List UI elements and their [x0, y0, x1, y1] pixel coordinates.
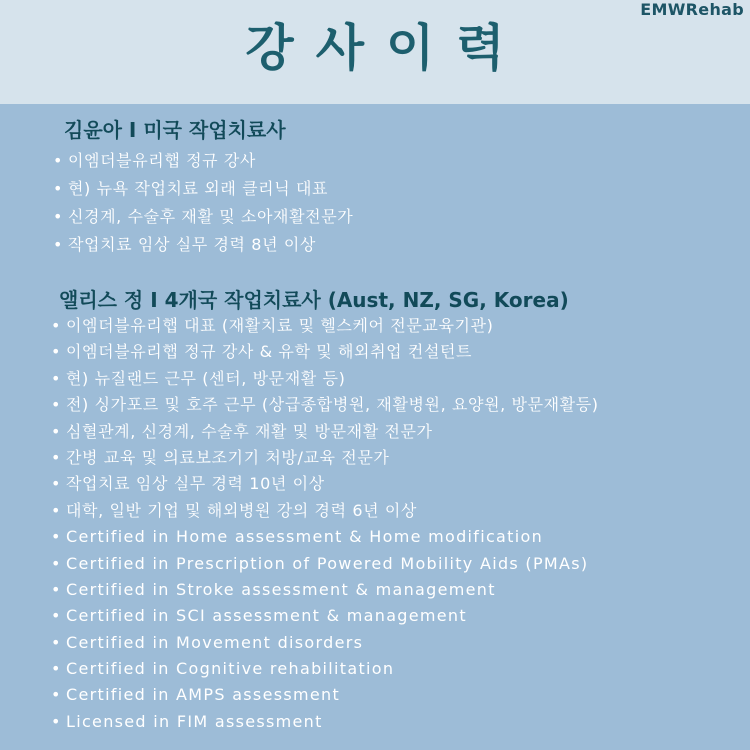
credential-text: Licensed in FIM assessment [66, 711, 323, 731]
credential-list [0, 313, 750, 735]
credential-text: 이엠더블유리햅 정규 강사 & 유학 및 해외취업 컨설턴트 [66, 342, 473, 362]
instructor-section-alice [0, 287, 750, 735]
credential-item [0, 366, 750, 392]
bullet-dot-icon: • [51, 316, 62, 335]
credential-text: Certified in Prescription of Powered Mobility Aids (PMAs) [66, 553, 589, 573]
credential-text: Certified in Home assessment & Home modification [66, 527, 544, 547]
bullet-dot-icon: • [51, 632, 62, 652]
credential-item [0, 709, 750, 735]
bullet-dot-icon: • [51, 395, 62, 415]
instructor-heading: 앨리스 정 I 4개국 작업치료사 (Aust, NZ, SG, Korea) [59, 288, 569, 312]
bullet-dot-icon: • [51, 527, 62, 547]
bullet-dot-icon: • [51, 606, 62, 626]
bullet-dot-icon: • [51, 685, 62, 705]
credential-text: 이엠더블유리햅 대표 (재활치료 및 헬스케어 전문교육기관) [66, 316, 494, 335]
credential-item [0, 339, 750, 365]
credential-item [0, 656, 750, 682]
credential-text: Certified in Stroke assessment & management [66, 579, 496, 599]
credential-item [0, 392, 750, 418]
bullet-dot-icon: • [51, 474, 62, 494]
bullet-dot-icon: • [53, 207, 64, 226]
credential-item [0, 498, 750, 524]
header-banner [0, 0, 750, 104]
bullet-dot-icon: • [51, 421, 62, 441]
bullet-dot-icon: • [51, 342, 62, 362]
credential-text: Certified in SCI assessment & management [66, 606, 467, 626]
credential-text: Certified in Cognitive rehabilitation [66, 659, 395, 679]
bullet-dot-icon: • [51, 579, 62, 599]
bullet-dot-icon: • [51, 659, 62, 679]
instructor-section-kim [0, 117, 750, 259]
bullet-dot-icon: • [51, 368, 62, 388]
credential-text: 신경계, 수술후 재활 및 소아재활전문가 [68, 207, 354, 226]
credential-text: 간병 교육 및 의료보조기기 처방/교육 전문가 [66, 447, 390, 467]
credential-text: 작업치료 임상 실무 경력 10년 이상 [66, 474, 325, 494]
bullet-dot-icon: • [53, 179, 64, 198]
bullet-dot-icon: • [53, 151, 64, 170]
credential-text: 이엠더블유리햅 정규 강사 [68, 151, 256, 170]
credential-item [0, 603, 750, 629]
instructor-heading: 김윤아 I 미국 작업치료사 [64, 118, 286, 142]
credential-text: 심혈관계, 신경계, 수술후 재활 및 방문재활 전문가 [66, 421, 433, 441]
brand-logo-text: EMWRehab [640, 0, 744, 19]
credential-item [0, 445, 750, 471]
credential-item [0, 577, 750, 603]
credential-item [0, 175, 750, 203]
page-title: 강사이력 [245, 19, 527, 77]
credential-item [0, 630, 750, 656]
credential-list [0, 147, 750, 259]
credential-item [0, 471, 750, 497]
credential-item [0, 419, 750, 445]
bullet-dot-icon: • [51, 553, 62, 573]
credential-item [0, 524, 750, 550]
credential-item [0, 147, 750, 175]
credential-item [0, 231, 750, 259]
credential-text: 현) 뉴질랜드 근무 (센터, 방문재활 등) [66, 368, 346, 388]
credential-item [0, 203, 750, 231]
credential-text: Certified in AMPS assessment [66, 685, 341, 705]
credential-text: Certified in Movement disorders [66, 632, 364, 652]
credential-text: 대학, 일반 기업 및 해외병원 강의 경력 6년 이상 [66, 500, 417, 520]
credential-item [0, 551, 750, 577]
credential-text: 현) 뉴욕 작업치료 외래 클리닉 대표 [68, 179, 329, 198]
credential-item [0, 682, 750, 708]
bullet-dot-icon: • [51, 711, 62, 731]
bullet-dot-icon: • [51, 447, 62, 467]
credential-text: 전) 싱가포르 및 호주 근무 (상급종합병원, 재활병원, 요양원, 방문재활등) [66, 395, 599, 415]
bullet-dot-icon: • [53, 235, 64, 254]
credential-text: 작업치료 임상 실무 경력 8년 이상 [68, 235, 316, 254]
credential-item [0, 313, 750, 339]
bullet-dot-icon: • [51, 500, 62, 520]
